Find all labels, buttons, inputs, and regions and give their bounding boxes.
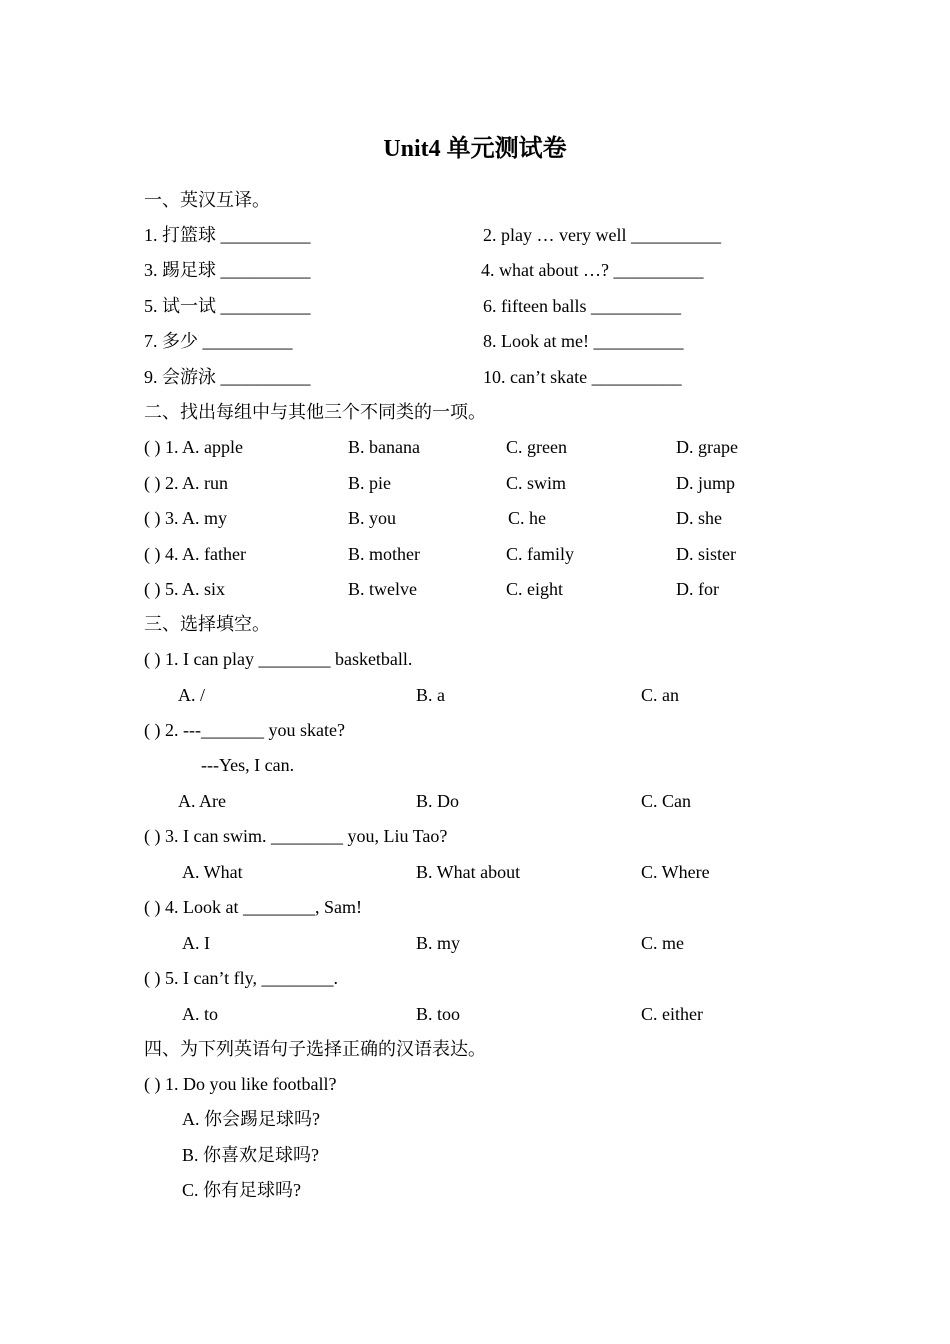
question-stem: ( ) 1. A. apple — [144, 437, 243, 457]
question-3 — [0, 823, 950, 849]
option-c: C. an — [641, 685, 679, 705]
option-b: B. Do — [416, 791, 460, 811]
option-a: A. 你会踢足球吗? — [182, 1109, 320, 1129]
odd-one-out-row — [0, 576, 950, 602]
option-b: B. a — [416, 685, 445, 705]
option: D. she — [676, 508, 722, 528]
translation-item: 1. 打篮球 __________ — [144, 225, 311, 245]
option-b: B. 你喜欢足球吗? — [182, 1145, 319, 1165]
option: C. eight — [506, 579, 563, 599]
option-b: B. too — [416, 1004, 461, 1024]
options-row — [0, 859, 950, 885]
section-2-heading: 二、找出每组中与其他三个不同类的一项。 — [144, 402, 486, 422]
option: B. banana — [348, 437, 420, 457]
option: D. jump — [676, 473, 736, 493]
translation-item: 9. 会游泳 __________ — [144, 367, 311, 387]
question-1 — [0, 1071, 950, 1097]
translation-item: 3. 踢足球 __________ — [144, 260, 311, 280]
option: C. family — [506, 544, 574, 564]
option-c: C. Can — [641, 791, 692, 811]
question-1 — [0, 646, 950, 672]
question-stem: ( ) 5. I can’t fly, ________. — [144, 968, 338, 988]
option-b: B. What about — [416, 862, 521, 882]
translation-row — [0, 257, 950, 283]
question-stem: ( ) 5. A. six — [144, 579, 225, 599]
question-stem: ( ) 1. Do you like football? — [144, 1074, 337, 1094]
option-a: A. / — [178, 685, 205, 705]
option: D. for — [676, 579, 719, 599]
translation-row — [0, 293, 950, 319]
answer-line: ---Yes, I can. — [201, 755, 295, 775]
option-row — [0, 1177, 950, 1203]
options-row — [0, 788, 950, 814]
question-stem: ( ) 2. A. run — [144, 473, 228, 493]
odd-one-out-row — [0, 470, 950, 496]
translation-item: 8. Look at me! __________ — [483, 331, 684, 351]
odd-one-out-row — [0, 541, 950, 567]
question-stem: ( ) 4. A. father — [144, 544, 246, 564]
question-stem: ( ) 2. ---_______ you skate? — [144, 720, 345, 740]
page-title: Unit4 单元测试卷 — [383, 136, 567, 162]
question-stem: ( ) 3. A. my — [144, 508, 227, 528]
section-3-heading: 三、选择填空。 — [144, 614, 270, 634]
translation-item: 10. can’t skate __________ — [483, 367, 682, 387]
option: B. twelve — [348, 579, 417, 599]
option: C. he — [508, 508, 546, 528]
question-stem: ( ) 1. I can play ________ basketball. — [144, 649, 413, 669]
question-stem: ( ) 3. I can swim. ________ you, Liu Tao? — [144, 826, 448, 846]
option-row — [0, 1142, 950, 1168]
section-1-heading: 一、英汉互译。 — [144, 190, 270, 210]
option-a: A. I — [182, 933, 210, 953]
options-row — [0, 1001, 950, 1027]
translation-item: 4. what about …? __________ — [481, 260, 704, 280]
option-c: C. me — [641, 933, 684, 953]
question-5 — [0, 965, 950, 991]
option-a: A. to — [182, 1004, 218, 1024]
section-4-heading: 四、为下列英语句子选择正确的汉语表达。 — [144, 1039, 486, 1059]
translation-item: 7. 多少 __________ — [144, 331, 293, 351]
dialogue-answer — [0, 752, 950, 778]
option: B. pie — [348, 473, 391, 493]
translation-item: 2. play … very well __________ — [483, 225, 721, 245]
options-row — [0, 930, 950, 956]
translation-item: 6. fifteen balls __________ — [483, 296, 681, 316]
option: C. swim — [506, 473, 567, 493]
question-stem: ( ) 4. Look at ________, Sam! — [144, 897, 362, 917]
translation-row — [0, 328, 950, 354]
option-c: C. 你有足球吗? — [182, 1180, 301, 1200]
option-a: A. What — [182, 862, 243, 882]
odd-one-out-row — [0, 434, 950, 460]
odd-one-out-row — [0, 505, 950, 531]
options-row — [0, 682, 950, 708]
option-c: C. Where — [641, 862, 710, 882]
translation-item: 5. 试一试 __________ — [144, 296, 311, 316]
option-a: A. Are — [178, 791, 226, 811]
question-4 — [0, 894, 950, 920]
option-c: C. either — [641, 1004, 703, 1024]
translation-row — [0, 364, 950, 390]
option: B. you — [348, 508, 397, 528]
option: D. sister — [676, 544, 736, 564]
option-b: B. my — [416, 933, 461, 953]
option-row — [0, 1106, 950, 1132]
question-2 — [0, 717, 950, 743]
option: C. green — [506, 437, 567, 457]
translation-row — [0, 222, 950, 248]
option: D. grape — [676, 437, 738, 457]
option: B. mother — [348, 544, 420, 564]
